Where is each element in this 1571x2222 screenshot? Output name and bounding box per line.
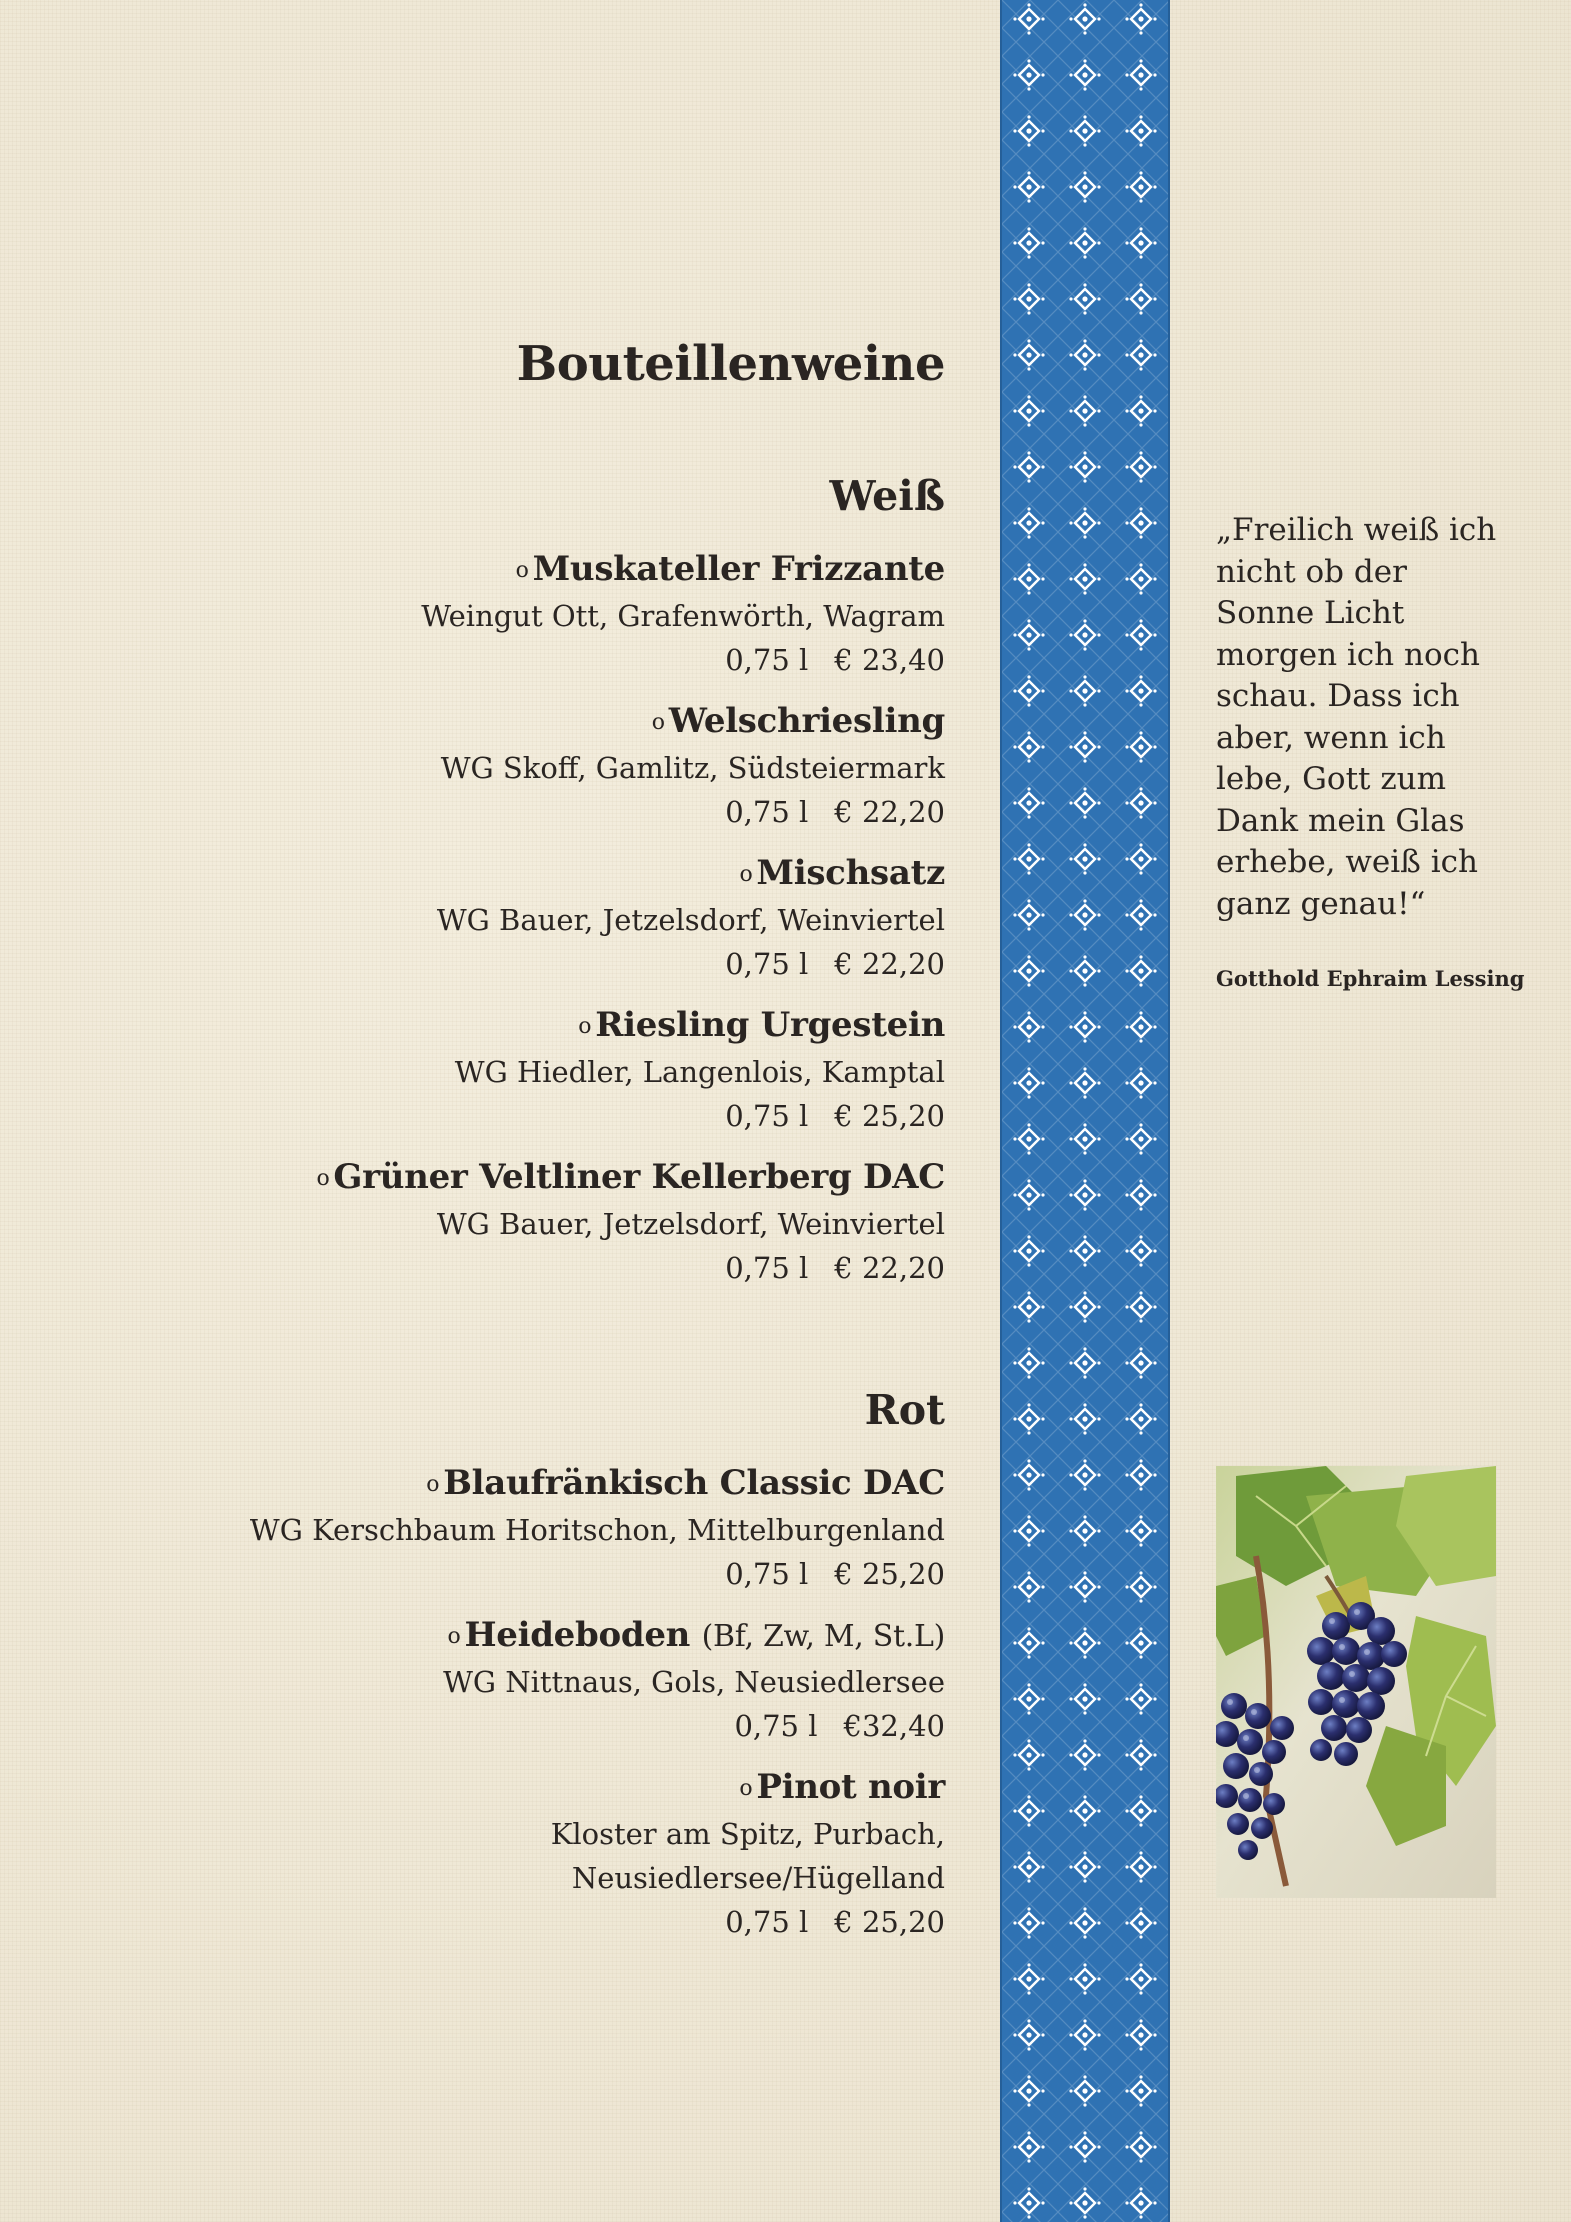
wine-price: € 25,20 — [834, 1905, 945, 1939]
wine-price: € 22,20 — [834, 795, 945, 829]
wine-producer: Weingut Ott, Grafenwörth, Wagram — [421, 599, 945, 633]
decorative-ribbon — [1000, 0, 1170, 2222]
wine-price: € 25,20 — [834, 1557, 945, 1591]
wine-menu — [45, 336, 945, 1960]
wine-price: € 25,20 — [834, 1099, 945, 1133]
quote-line: ganz genau!“ — [1216, 885, 1426, 922]
quote-text — [1216, 510, 1516, 925]
grapes-on-vine-photo — [1216, 1466, 1496, 1898]
section-title-weiss: Weiß — [829, 472, 945, 520]
wine-grape-note: (Bf, Zw, M, St.L) — [701, 1619, 945, 1654]
bullet: o — [739, 862, 753, 887]
wine-item — [45, 698, 945, 834]
wine-name: Welschriesling — [668, 701, 945, 741]
grapes-photo — [1216, 1466, 1496, 1898]
wine-item — [45, 1612, 945, 1748]
wine-price: €32,40 — [843, 1709, 945, 1743]
wine-price: € 22,20 — [834, 947, 945, 981]
wine-name: Heideboden — [464, 1615, 691, 1655]
wine-producer: WG Skoff, Gamlitz, Südsteiermark — [440, 751, 945, 785]
wine-item — [45, 1460, 945, 1596]
bullet: o — [515, 558, 529, 583]
wine-producer: WG Bauer, Jetzelsdorf, Weinviertel — [436, 903, 945, 937]
wine-producer: WG Bauer, Jetzelsdorf, Weinviertel — [436, 1207, 945, 1241]
quote-line: „Freilich weiß ich — [1216, 512, 1497, 548]
quote-author: Gotthold Ephraim Lessing — [1216, 966, 1525, 991]
section-weiss — [45, 472, 945, 1290]
wine-item — [45, 546, 945, 682]
section-title-rot: Rot — [864, 1386, 945, 1434]
wine-name: Riesling Urgestein — [595, 1005, 945, 1045]
section-rot — [45, 1386, 945, 1944]
quote-line: Sonne Licht — [1216, 595, 1405, 631]
bullet: o — [447, 1624, 461, 1649]
wine-producer: Kloster am Spitz, Purbach, — [550, 1817, 945, 1851]
wine-name: Pinot noir — [756, 1767, 945, 1807]
wine-name: Muskateller Frizzante — [532, 549, 945, 589]
quote-line: aber, wenn ich — [1216, 719, 1446, 756]
quote-line: morgen ich noch — [1216, 636, 1480, 673]
wine-region: Neusiedlersee/Hügelland — [571, 1861, 945, 1895]
bullet: o — [651, 710, 665, 735]
wine-volume: 0,75 l — [725, 795, 809, 829]
wine-volume: 0,75 l — [725, 1099, 809, 1133]
bullet: o — [739, 1776, 753, 1801]
quote-line: lebe, Gott zum — [1216, 761, 1447, 797]
wine-volume: 0,75 l — [734, 1709, 818, 1743]
diamond-pattern — [1002, 0, 1168, 2222]
wine-producer: WG Hiedler, Langenlois, Kamptal — [454, 1055, 945, 1089]
wine-item — [45, 850, 945, 986]
wine-volume: 0,75 l — [725, 1557, 809, 1591]
quote-line: schau. Dass ich — [1216, 678, 1460, 714]
wine-volume: 0,75 l — [725, 1251, 809, 1285]
wine-volume: 0,75 l — [725, 1905, 809, 1939]
page-title: Bouteillenweine — [516, 336, 945, 392]
wine-item — [45, 1764, 945, 1944]
wine-producer: WG Kerschbaum Horitschon, Mittelburgenland — [249, 1513, 945, 1547]
quote-line: erhebe, weiß ich — [1216, 844, 1478, 880]
wine-item — [45, 1002, 945, 1138]
bullet: o — [316, 1166, 330, 1191]
quote-line: nicht ob der — [1216, 553, 1407, 590]
wine-name: Blaufränkisch Classic DAC — [443, 1463, 945, 1503]
wine-price: € 22,20 — [834, 1251, 945, 1285]
quote-line: Dank mein Glas — [1216, 802, 1465, 839]
wine-name: Mischsatz — [756, 853, 945, 893]
wine-producer: WG Nittnaus, Gols, Neusiedlersee — [443, 1665, 945, 1699]
wine-item — [45, 1154, 945, 1290]
wine-price: € 23,40 — [834, 643, 945, 677]
wine-volume: 0,75 l — [725, 947, 809, 981]
wine-volume: 0,75 l — [725, 643, 809, 677]
bullet: o — [426, 1472, 440, 1497]
bullet: o — [578, 1014, 592, 1039]
wine-name: Grüner Veltliner Kellerberg DAC — [333, 1157, 945, 1197]
